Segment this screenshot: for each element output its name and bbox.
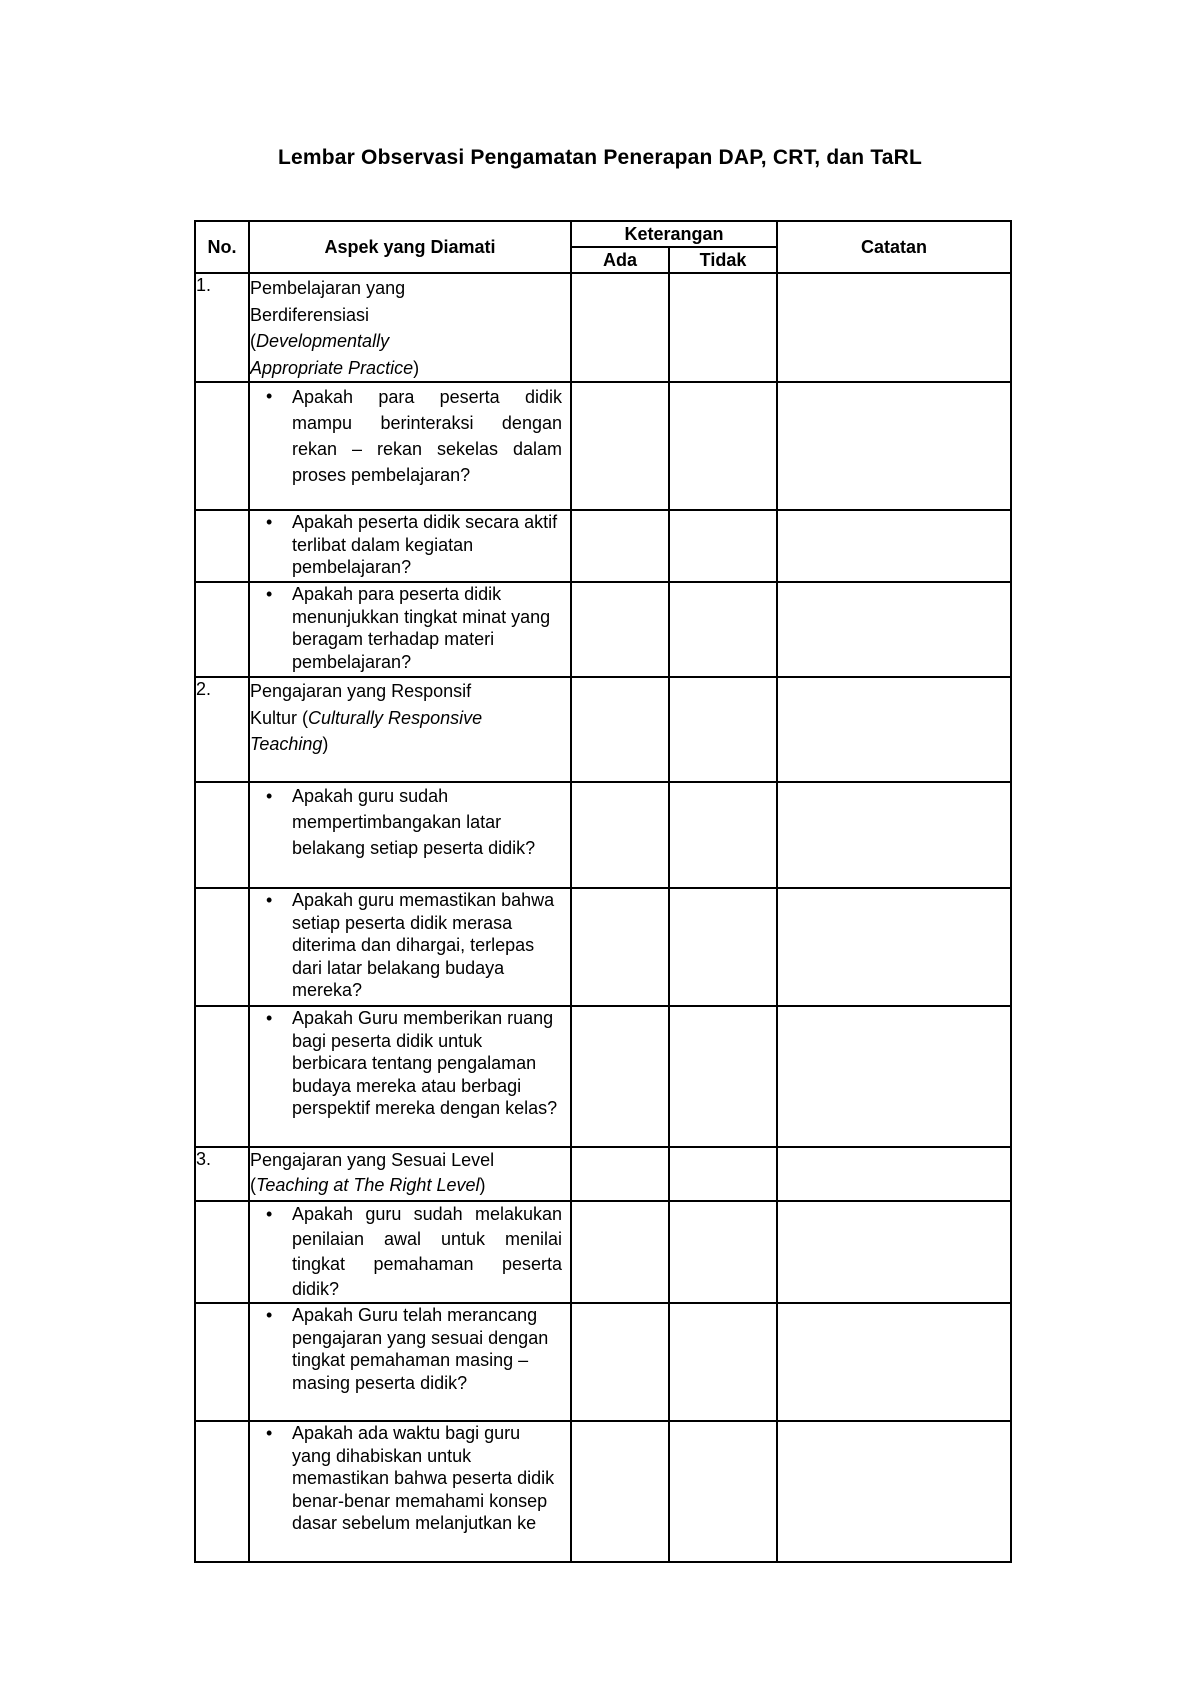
bullet-icon: • [266,1008,273,1028]
section-title-cell: Pembelajaran yang Berdiferensiasi (Developmentally Appropriate Practice) [249,273,571,382]
header-no: No. [195,221,249,273]
number-cell [195,510,249,582]
section-title-italic: Culturally Responsive Teaching [250,707,483,754]
question-text: Apakah guru sudah melakukan penilaian awal untuk menilai tingkat pemahaman peserta didik? [292,1204,562,1299]
catatan-cell[interactable] [777,1421,1011,1562]
question-text: Apakah para peserta didik menunjukkan tingkat minat yang beragam terhadap materi pembelajaran? [292,584,551,672]
catatan-cell[interactable] [777,510,1011,582]
bullet-icon: • [266,1204,273,1224]
question-cell [249,888,571,1006]
question-cell [249,510,571,582]
ada-cell[interactable] [571,510,669,582]
question-row [195,1006,1011,1147]
tidak-cell[interactable] [669,782,777,888]
tidak-cell[interactable] [669,510,777,582]
ada-cell[interactable] [571,1421,669,1562]
number-cell [195,582,249,677]
section-row [195,677,1011,782]
number-cell [195,1201,249,1303]
tidak-cell[interactable] [669,1006,777,1147]
section-title: Pengajaran yang Responsif Kultur [250,681,472,728]
header-aspek: Aspek yang Diamati [249,221,571,273]
page-title: Lembar Observasi Pengamatan Penerapan DAP, CRT, dan TaRL [277,146,923,169]
number-cell [195,1421,249,1562]
question-cell [249,1201,571,1303]
tidak-cell[interactable] [669,1201,777,1303]
tidak-cell[interactable] [669,273,777,382]
catatan-cell[interactable] [777,582,1011,677]
question-row [195,1421,1011,1562]
section-number: 1. [195,273,249,382]
ada-cell[interactable] [571,888,669,1006]
ada-cell[interactable] [571,1147,669,1201]
header-row [195,221,1011,247]
tidak-cell[interactable] [669,582,777,677]
bullet-icon: • [266,890,273,910]
catatan-cell[interactable] [777,1201,1011,1303]
section-number: 2. [195,677,249,782]
ada-cell[interactable] [571,1303,669,1421]
tidak-cell[interactable] [669,677,777,782]
number-cell [195,1303,249,1421]
tidak-cell[interactable] [669,888,777,1006]
question-text: Apakah ada waktu bagi guru yang dihabiskan untuk memastikan bahwa peserta didik benar-benar memahami konsep dasar sebelum melanjutkan ke [292,1423,555,1533]
tidak-cell[interactable] [669,382,777,510]
catatan-cell[interactable] [777,782,1011,888]
ada-cell[interactable] [571,1006,669,1147]
question-text: Apakah para peserta didik mampu berinteraksi dengan rekan – rekan sekelas dalam proses pembelajaran? [292,387,562,485]
ada-cell[interactable] [571,677,669,782]
section-title: Pengajaran yang Sesuai Level [250,1150,495,1170]
tidak-cell[interactable] [669,1303,777,1421]
section-title-italic: Developmentally Appropriate Practice [250,331,414,378]
number-cell [195,782,249,888]
ada-cell[interactable] [571,1201,669,1303]
tidak-cell[interactable] [669,1421,777,1562]
catatan-cell[interactable] [777,1147,1011,1201]
ada-cell[interactable] [571,582,669,677]
bullet-icon: • [266,386,273,406]
section-number: 3. [195,1147,249,1201]
catatan-cell[interactable] [777,888,1011,1006]
question-cell [249,782,571,888]
section-title-cell: Pengajaran yang Responsif Kultur (Culturally Responsive Teaching) [249,677,571,782]
catatan-cell[interactable] [777,1006,1011,1147]
question-text: Apakah guru memastikan bahwa setiap peserta didik merasa diterima dan dihargai, terlepas dari latar belakang budaya mereka? [292,890,555,1000]
question-cell [249,1303,571,1421]
header-keterangan: Keterangan [571,221,777,247]
bullet-icon: • [266,584,273,604]
bullet-icon: • [266,786,273,806]
question-cell [249,582,571,677]
catatan-cell[interactable] [777,382,1011,510]
question-cell [249,382,571,510]
bullet-icon: • [266,512,273,532]
question-text: Apakah Guru memberikan ruang bagi peserta didik untuk berbicara tentang pengalaman budaya mereka atau berbagi perspektif mereka dengan kelas? [292,1008,558,1118]
section-title-italic: Teaching at The Right Level [256,1175,480,1195]
question-cell [249,1006,571,1147]
observation-table [194,220,1012,1563]
question-row [195,382,1011,510]
number-cell [195,888,249,1006]
header-catatan: Catatan [777,221,1011,273]
section-title: Pembelajaran yang Berdiferensiasi [250,278,406,325]
tidak-cell[interactable] [669,1147,777,1201]
question-text: Apakah Guru telah merancang pengajaran yang sesuai dengan tingkat pemahaman masing – masing peserta didik? [292,1305,549,1393]
section-title-cell: Pengajaran yang Sesuai Level (Teaching at The Right Level) [249,1147,571,1201]
header-ada: Ada [571,247,669,273]
number-cell [195,1006,249,1147]
header-tidak: Tidak [669,247,777,273]
ada-cell[interactable] [571,273,669,382]
catatan-cell[interactable] [777,677,1011,782]
section-row [195,273,1011,382]
question-cell [249,1421,571,1562]
question-row [195,510,1011,582]
ada-cell[interactable] [571,782,669,888]
question-row [195,782,1011,888]
bullet-icon: • [266,1305,273,1325]
bullet-icon: • [266,1423,273,1443]
question-row [195,1303,1011,1421]
question-row [195,888,1011,1006]
catatan-cell[interactable] [777,1303,1011,1421]
catatan-cell[interactable] [777,273,1011,382]
question-row [195,1201,1011,1303]
question-row [195,582,1011,677]
question-text: Apakah guru sudah mempertimbangakan latar belakang setiap peserta didik? [292,786,536,858]
number-cell [195,382,249,510]
section-row [195,1147,1011,1201]
ada-cell[interactable] [571,382,669,510]
question-text: Apakah peserta didik secara aktif terlibat dalam kegiatan pembelajaran? [292,512,558,577]
